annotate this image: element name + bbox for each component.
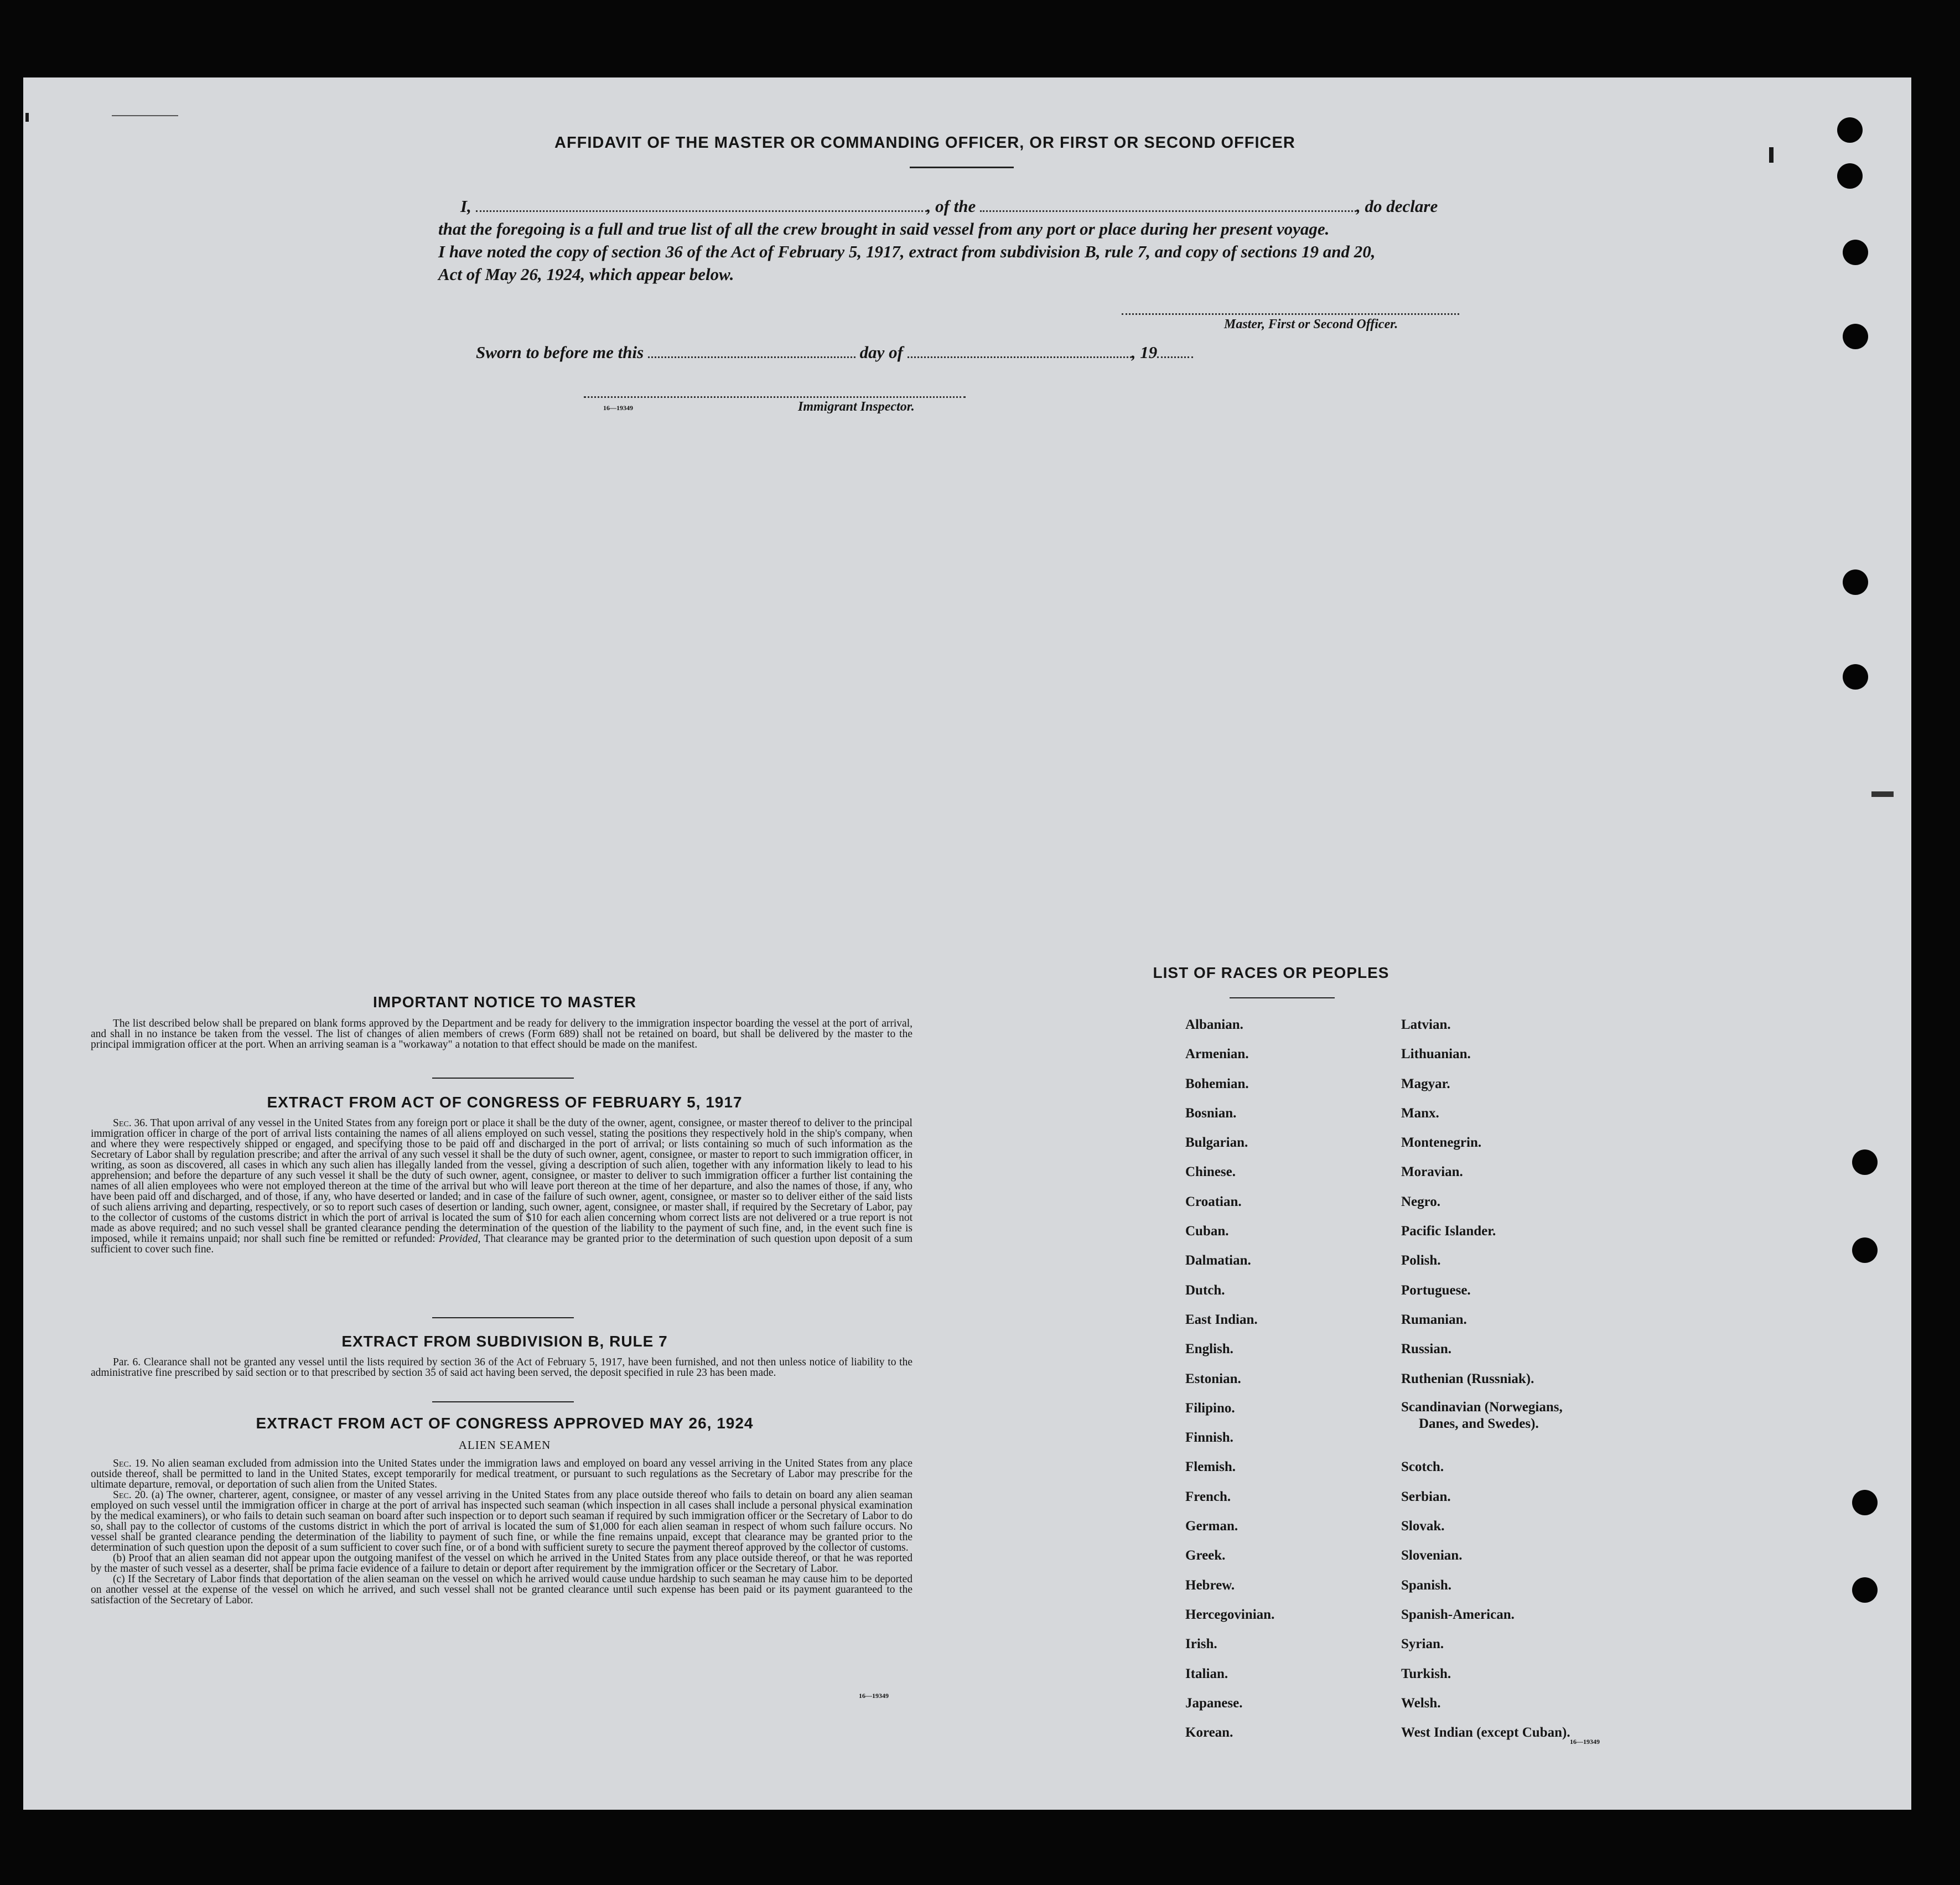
race-item: Dutch. (1185, 1282, 1225, 1298)
sworn-day-blank (648, 356, 855, 358)
binder-hole (1852, 1149, 1878, 1175)
extract-rule7-title: EXTRACT FROM SUBDIVISION B, RULE 7 (341, 1333, 668, 1350)
race-item: Polish. (1401, 1253, 1441, 1268)
extract-form-number: 16—19349 (859, 1692, 889, 1700)
declaration-line-3: I have noted the copy of section 36 of the Act of February 5, 1917, extract from subdivision B, rule 7, and copy of sections 19 and 20, (438, 242, 1376, 261)
top-left-dashes (112, 115, 178, 116)
race-item: Latvian. (1401, 1017, 1451, 1032)
binder-hole (1843, 324, 1868, 349)
binder-hole (1843, 240, 1868, 265)
binder-hole (1852, 1490, 1878, 1515)
right-edge-mark (1769, 147, 1774, 163)
section-20-label: Sec. 20. (113, 1489, 148, 1501)
race-item: Bulgarian. (1185, 1135, 1248, 1151)
divider-1 (432, 1078, 574, 1079)
race-item: Turkish. (1401, 1666, 1451, 1681)
race-item: Lithuanian. (1401, 1047, 1471, 1062)
race-item: Welsh. (1401, 1695, 1441, 1711)
extract-1917-body (91, 1118, 912, 1255)
vessel-blank (980, 210, 1356, 212)
race-item: Scotch. (1401, 1459, 1444, 1475)
race-item: Syrian. (1401, 1637, 1444, 1652)
race-item: Finnish. (1185, 1430, 1233, 1446)
race-item: Bosnian. (1185, 1105, 1237, 1121)
inspector-label: Immigrant Inspector. (798, 400, 915, 414)
race-item: Irish. (1185, 1637, 1217, 1652)
race-item: Serbian. (1401, 1489, 1451, 1504)
year-blank (1157, 356, 1193, 358)
do-declare-text: , do declare (1356, 196, 1438, 216)
scandinavian-line-2: Danes, and Swedes). (1419, 1416, 1539, 1431)
provided-text: Provided, (438, 1233, 481, 1245)
races-form-number: 16—19349 (1570, 1738, 1600, 1746)
declaration-line-4: Act of May 26, 1924, which appear below. (438, 265, 734, 284)
race-item: Slovak. (1401, 1519, 1445, 1534)
races-title-underline (1230, 997, 1335, 998)
binder-hole (1843, 569, 1868, 595)
extract-1917-title: EXTRACT FROM ACT OF CONGRESS OF FEBRUARY 5, 1917 (267, 1094, 743, 1111)
affidavit-form-number: 16—19349 (603, 404, 633, 412)
right-edge-smudge (1871, 791, 1894, 797)
alien-seamen-subtitle: ALIEN SEAMEN (458, 1438, 551, 1452)
section-20b-paragraph: (b) Proof that an alien seaman did not appear upon the outgoing manifest of the vessel on which he arrived in the United States from any place outside thereof, or that he was reported by the master of such vessel as a deserter, shall be prima facie evidence of a failure to detain or deport after requirement by the immigration officer or the Secretary of Labor. (91, 1552, 912, 1575)
extract-1924-title: EXTRACT FROM ACT OF CONGRESS APPROVED MAY 26, 1924 (256, 1415, 754, 1432)
notice-title: IMPORTANT NOTICE TO MASTER (372, 993, 637, 1011)
races-title: LIST OF RACES OR PEOPLES (1153, 964, 1389, 981)
race-item: French. (1185, 1489, 1231, 1504)
race-item: Portuguese. (1401, 1282, 1471, 1298)
sworn-month-blank (908, 356, 1132, 358)
race-item: Hebrew. (1185, 1577, 1235, 1593)
race-item: Greek. (1185, 1548, 1226, 1563)
scandinavian-line-1: Scandinavian (Norwegians, (1401, 1399, 1563, 1415)
race-item: Manx. (1401, 1105, 1439, 1121)
section-20c-paragraph: (c) If the Secretary of Labor finds that deportation of the alien seaman on the vessel on which he arrived would cause undue hardship to such seaman he may cause him to be deported on another vessel at the expense of the vessel on which he arrived, and such vessel shall not be granted clearance until such expense has been paid or its payment guaranteed to the satisfaction of the Secretary of Labor. (91, 1573, 912, 1606)
binder-hole (1837, 117, 1863, 143)
race-item: East Indian. (1185, 1312, 1258, 1327)
section-19-label: Sec. 19. (113, 1458, 148, 1469)
race-item: Rumanian. (1401, 1312, 1467, 1327)
notice-body (91, 1018, 912, 1050)
affidavit-title: AFFIDAVIT OF THE MASTER OR COMMANDING OFFICER, OR FIRST OR SECOND OFFICER (554, 134, 1295, 152)
race-item: Chinese. (1185, 1164, 1236, 1180)
name-blank (476, 210, 927, 212)
section-36-paragraph (91, 1118, 912, 1255)
race-item: Armenian. (1185, 1047, 1249, 1062)
race-item: Dalmatian. (1185, 1253, 1251, 1268)
binder-hole (1843, 664, 1868, 690)
race-item: Japanese. (1185, 1695, 1243, 1711)
section-36-label: Sec. 36. (113, 1117, 148, 1129)
declaration-start: I, (460, 196, 471, 216)
section-36-end: That clearance may be granted prior to the determination of such question upon deposit of a sum sufficient to cover such fine. (91, 1233, 912, 1255)
notice-paragraph: The list described below shall be prepared on blank forms approved by the Department and be ready for delivery to the immigration inspector boarding the vessel at the port of arrival, and shall in no instance be taken from the vessel. The list of changes of alien members of crews (Form 689) shall not be retained on board, but shall be delivered by the master to the principal immigration officer at the port. When an arriving seaman is a "workaway" a notation to that effect should be made on the manifest. (91, 1018, 912, 1050)
of-the-text: , of the (926, 196, 976, 216)
inspector-signature-line (584, 396, 966, 398)
divider-3 (432, 1401, 574, 1402)
divider-2 (432, 1317, 574, 1318)
race-item: Russian. (1401, 1342, 1452, 1357)
race-item: Hercegovinian. (1185, 1607, 1275, 1622)
race-item: Flemish. (1185, 1459, 1236, 1475)
race-item: West Indian (except Cuban). (1401, 1725, 1570, 1741)
race-item: Korean. (1185, 1725, 1233, 1741)
race-item: Albanian. (1185, 1017, 1243, 1032)
races-column-2 (1401, 1010, 1570, 1747)
race-item: Italian. (1185, 1666, 1228, 1681)
title-underline (910, 167, 1014, 168)
signature-label: Master, First or Second Officer. (1224, 317, 1398, 332)
binder-hole (1852, 1577, 1878, 1603)
race-item: Slovenian. (1401, 1548, 1463, 1563)
day-of-text: day of (859, 343, 903, 362)
race-item: Pacific Islander. (1401, 1224, 1496, 1239)
section-36-text: That upon arrival of any vessel in the United States from any foreign port or place it shall be the duty of the owner, agent, consignee, or master thereof to deliver to the principal immigration officer in charge of the port of arrival lists containing the names of all aliens employed on such vessel, stating the positions they respectively hold in the ship's company, when and where they were respectively shipped or engaged, and specifying those to be paid off and discharged in the port of arrival; or lists containing so much of such information as the Secretary of Labor shall by regulation prescribe; and after the arrival of any such vessel it shall be the duty of such owner, agent, consignee, or master to report to such immigration officer, in writing, as soon as discovered, all cases in which any such alien has illegally landed from the vessel, giving a description of such alien, together with any information likely to lead to his apprehension; and before the departure of any such vessel it shall be the duty of such owner, agent, consignee, or master to deliver to such immigration officer a further list containing the names of all alien employees who were not employed thereon at the time of the arrival but who will leave port thereon at the time of her departure, and also the names of those, if any, who have been paid off and discharged, and of those, if any, who have deserted or landed; and in case of the failure of such owner, agent, consignee, or master so to deliver either of the said lists of such aliens arriving and departing, respectively, or so to report such cases of desertion or landing, such owner, agent, consignee, or master shall, if required by the Secretary of Labor, pay to the collector of customs of the customs district in which the port of arrival is located the sum of $10 for each alien concerning whom correct lists are not delivered or a true report is not made as above required; and no such vessel shall be granted clearance pending the determination of the question of the liability to the payment of such fine, and, in the event such fine is imposed, while it remains unpaid; nor shall such fine be remitted or refunded: (91, 1117, 912, 1245)
declaration-line-2: that the foregoing is a full and true list of all the crew brought in said vessel from any port or place during her present voyage. (438, 219, 1330, 239)
extract-rule7-body (91, 1357, 912, 1378)
section-19-text: No alien seaman excluded from admission into the United States under the immigration laws and employed on board any vessel arriving in the United States from any place outside thereof, shall be permitted to land in the United States, except temporarily for medical treatment, or pursuant to such regulations as the Secretary of Labor may prescribe for the ultimate departure, removal, or deportation of such alien from the United States. (91, 1458, 912, 1490)
rule7-paragraph: Par. 6. Clearance shall not be granted any vessel until the lists required by section 36 of the Act of February 5, 1917, have been furnished, and not then unless notice of liability to the administrative fine prescribed by said section or to that prescribed by section 35 of said act having been served, the deposit specified in rule 23 has been made. (91, 1356, 912, 1379)
race-item: English. (1185, 1342, 1233, 1357)
binder-hole (1852, 1237, 1878, 1263)
race-item: Magyar. (1401, 1076, 1450, 1091)
section-20a-text: (a) The owner, charterer, agent, consignee, or master of any vessel arriving in the United States from any place outside thereof who fails to detain on board any alien seaman employed on such vessel until the immigration officer in charge at the port of arrival has inspected such seaman (which inspection in all cases shall include a personal physical examination by the medical examiners), or who fails to detain such seaman on board after such inspection or to deport such seaman if required by such immigration officer or the Secretary of Labor to do so, shall pay to the collector of customs of the customs district in which the port of arrival is located the sum of $1,000 for each alien seaman in respect of whom such failure occurs. No vessel shall be granted clearance pending the determination of the liability to payment of such fine, or while the fine remains unpaid, except that clearance may be granted prior to the determination of such question upon the deposit of a sum sufficient to cover such fine, or of a bond with sufficient surety to secure the payment thereof approved by the collector of customs. (91, 1489, 912, 1553)
sworn-text: Sworn to before me this (476, 343, 644, 362)
race-item: German. (1185, 1519, 1238, 1534)
extract-1924-body (91, 1458, 912, 1606)
race-item: Negro. (1401, 1194, 1441, 1209)
year-prefix: , 19 (1131, 343, 1158, 362)
race-item: Bohemian. (1185, 1076, 1249, 1091)
race-item-scandinavian (1401, 1394, 1570, 1453)
race-item: Cuban. (1185, 1224, 1229, 1239)
binder-hole (1837, 163, 1863, 189)
section-20a-paragraph (91, 1490, 912, 1553)
race-item: Moravian. (1401, 1164, 1463, 1180)
race-item: Spanish. (1401, 1577, 1452, 1593)
sworn-line (476, 341, 1193, 364)
race-item: Estonian. (1185, 1371, 1241, 1386)
race-item: Filipino. (1185, 1400, 1235, 1416)
race-item: Croatian. (1185, 1194, 1242, 1209)
document-page (23, 77, 1911, 1810)
race-item: Ruthenian (Russniak). (1401, 1371, 1534, 1386)
signature-line (1122, 313, 1459, 315)
races-column-1 (1185, 1010, 1274, 1747)
declaration-line-1 (460, 195, 1438, 218)
top-left-mark (25, 113, 29, 122)
section-19-paragraph (91, 1458, 912, 1490)
race-item: Spanish-American. (1401, 1607, 1515, 1622)
race-item: Montenegrin. (1401, 1135, 1482, 1151)
